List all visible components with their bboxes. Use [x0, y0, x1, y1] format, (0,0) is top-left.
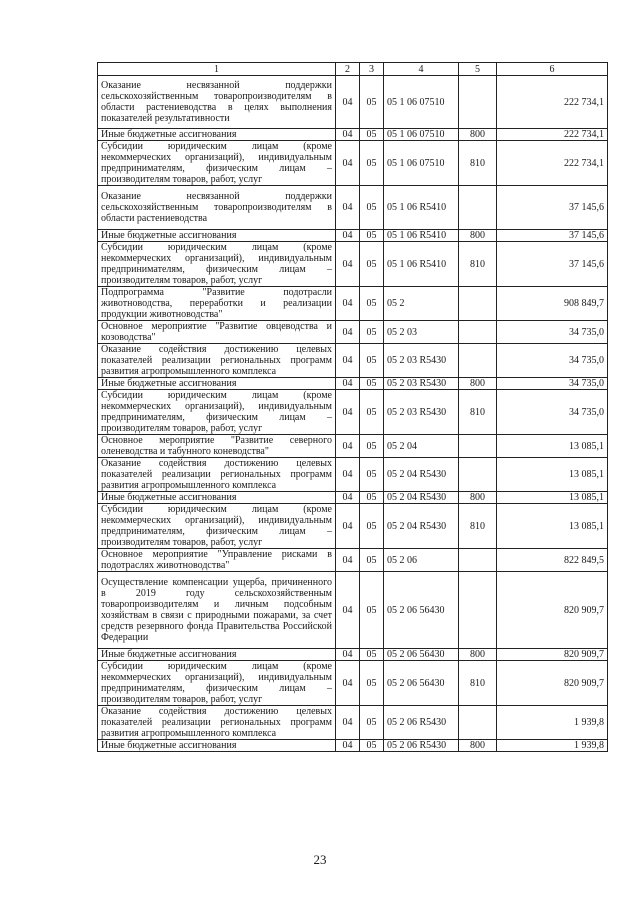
row-name: Основное мероприятие "Развитие овцеводства и козоводства" [98, 321, 336, 344]
row-expense-type [459, 549, 497, 572]
row-section: 04 [336, 549, 360, 572]
row-expense-type [459, 706, 497, 740]
row-expense-type: 800 [459, 129, 497, 141]
table-row [98, 129, 608, 141]
row-section: 04 [336, 661, 360, 706]
table-row [98, 390, 608, 435]
row-subsection: 05 [360, 572, 384, 649]
row-name: Субсидии юридическим лицам (кроме некоммерческих организаций), индивидуальным предпринимателям, физическим лицам – производителям товаров, работ, услуг [98, 141, 336, 186]
row-expense-type: 800 [459, 230, 497, 242]
row-name: Осуществление компенсации ущерба, причиненного в 2019 году сельскохозяйственным товаропроизводителям и личным подсобным хозяйствам в связи с природными пожарами, за счет средств резервного фонда Правительства Российской Федерации [98, 572, 336, 649]
row-expense-type [459, 572, 497, 649]
row-target-code: 05 2 04 R5430 [384, 492, 459, 504]
row-name: Субсидии юридическим лицам (кроме некоммерческих организаций), индивидуальным предпринимателям, физическим лицам – производителям товаров, работ, услуг [98, 504, 336, 549]
row-name: Оказание содействия достижению целевых показателей реализации региональных программ развития агропромышленного комплекса [98, 706, 336, 740]
row-amount: 820 909,7 [497, 661, 608, 706]
row-amount: 13 085,1 [497, 435, 608, 458]
table-row [98, 492, 608, 504]
header-row [98, 63, 608, 76]
table-row [98, 458, 608, 492]
table-row [98, 706, 608, 740]
header-col-6: 6 [497, 63, 608, 76]
row-expense-type [459, 344, 497, 378]
page-number: 23 [313, 852, 327, 867]
row-expense-type: 800 [459, 740, 497, 752]
row-target-code: 05 2 04 R5430 [384, 504, 459, 549]
row-expense-type [459, 76, 497, 129]
row-name: Оказание несвязанной поддержки сельскохозяйственным товаропроизводителям в области растениеводства [98, 186, 336, 230]
row-subsection: 05 [360, 76, 384, 129]
row-name: Иные бюджетные ассигнования [98, 740, 336, 752]
table-row [98, 287, 608, 321]
table-row [98, 572, 608, 649]
row-expense-type: 810 [459, 141, 497, 186]
row-target-code: 05 2 06 56430 [384, 572, 459, 649]
row-amount: 34 735,0 [497, 378, 608, 390]
row-expense-type [459, 186, 497, 230]
row-expense-type: 800 [459, 649, 497, 661]
row-expense-type: 810 [459, 390, 497, 435]
row-subsection: 05 [360, 186, 384, 230]
row-name: Основное мероприятие "Управление рисками в подотраслях животноводства" [98, 549, 336, 572]
table-row [98, 504, 608, 549]
row-name: Оказание содействия достижению целевых показателей реализации региональных программ развития агропромышленного комплекса [98, 344, 336, 378]
row-expense-type [459, 435, 497, 458]
row-amount: 37 145,6 [497, 186, 608, 230]
row-subsection: 05 [360, 492, 384, 504]
row-expense-type: 810 [459, 242, 497, 287]
row-name: Иные бюджетные ассигнования [98, 129, 336, 141]
row-target-code: 05 2 03 R5430 [384, 344, 459, 378]
row-name: Иные бюджетные ассигнования [98, 230, 336, 242]
row-target-code: 05 1 06 R5410 [384, 186, 459, 230]
row-subsection: 05 [360, 458, 384, 492]
row-target-code: 05 2 06 [384, 549, 459, 572]
row-target-code: 05 2 06 56430 [384, 649, 459, 661]
row-amount: 13 085,1 [497, 504, 608, 549]
row-name: Иные бюджетные ассигнования [98, 492, 336, 504]
row-target-code: 05 2 04 [384, 435, 459, 458]
header-col-1: 1 [98, 63, 336, 76]
row-section: 04 [336, 572, 360, 649]
row-section: 04 [336, 504, 360, 549]
row-target-code: 05 2 06 R5430 [384, 706, 459, 740]
row-expense-type [459, 321, 497, 344]
row-subsection: 05 [360, 141, 384, 186]
row-amount: 37 145,6 [497, 230, 608, 242]
row-target-code: 05 1 06 R5410 [384, 242, 459, 287]
row-section: 04 [336, 492, 360, 504]
row-target-code: 05 2 03 R5430 [384, 390, 459, 435]
table-row [98, 186, 608, 230]
row-subsection: 05 [360, 706, 384, 740]
row-subsection: 05 [360, 378, 384, 390]
row-amount: 13 085,1 [497, 492, 608, 504]
row-name: Иные бюджетные ассигнования [98, 378, 336, 390]
row-amount: 1 939,8 [497, 740, 608, 752]
table-row [98, 649, 608, 661]
row-expense-type [459, 287, 497, 321]
row-amount: 37 145,6 [497, 242, 608, 287]
row-amount: 222 734,1 [497, 76, 608, 129]
row-section: 04 [336, 242, 360, 287]
row-name: Оказание содействия достижению целевых показателей реализации региональных программ развития агропромышленного комплекса [98, 458, 336, 492]
row-section: 04 [336, 230, 360, 242]
table-body [98, 76, 608, 752]
row-section: 04 [336, 435, 360, 458]
row-expense-type: 800 [459, 378, 497, 390]
row-name: Подпрограмма "Развитие подотрасли животноводства, переработки и реализации продукции животноводства" [98, 287, 336, 321]
row-expense-type [459, 458, 497, 492]
row-target-code: 05 2 03 [384, 321, 459, 344]
row-subsection: 05 [360, 242, 384, 287]
row-subsection: 05 [360, 504, 384, 549]
table-row [98, 378, 608, 390]
row-section: 04 [336, 706, 360, 740]
row-amount: 34 735,0 [497, 344, 608, 378]
row-amount: 908 849,7 [497, 287, 608, 321]
header-col-4: 4 [384, 63, 459, 76]
row-name: Иные бюджетные ассигнования [98, 649, 336, 661]
row-amount: 222 734,1 [497, 129, 608, 141]
table-row [98, 321, 608, 344]
table-header [98, 63, 608, 76]
row-target-code: 05 1 06 R5410 [384, 230, 459, 242]
row-name: Субсидии юридическим лицам (кроме некоммерческих организаций), индивидуальным предпринимателям, физическим лицам – производителям товаров, работ, услуг [98, 242, 336, 287]
row-section: 04 [336, 649, 360, 661]
row-amount: 822 849,5 [497, 549, 608, 572]
row-expense-type: 810 [459, 504, 497, 549]
table-row [98, 740, 608, 752]
row-subsection: 05 [360, 344, 384, 378]
row-name: Основное мероприятие "Развитие северного оленеводства и табунного коневодства" [98, 435, 336, 458]
row-amount: 820 909,7 [497, 649, 608, 661]
row-name: Оказание несвязанной поддержки сельскохозяйственным товаропроизводителям в области растениеводства в целях выполнения показателей результативности [98, 76, 336, 129]
row-amount: 13 085,1 [497, 458, 608, 492]
header-col-3: 3 [360, 63, 384, 76]
row-amount: 1 939,8 [497, 706, 608, 740]
table-row [98, 230, 608, 242]
row-subsection: 05 [360, 661, 384, 706]
row-target-code: 05 1 06 07510 [384, 141, 459, 186]
row-subsection: 05 [360, 549, 384, 572]
row-subsection: 05 [360, 129, 384, 141]
budget-table [97, 62, 608, 752]
row-amount: 34 735,0 [497, 321, 608, 344]
row-subsection: 05 [360, 740, 384, 752]
row-section: 04 [336, 740, 360, 752]
table-row [98, 141, 608, 186]
row-name: Субсидии юридическим лицам (кроме некоммерческих организаций), индивидуальным предпринимателям, физическим лицам – производителям товаров, работ, услуг [98, 661, 336, 706]
table-row [98, 435, 608, 458]
row-target-code: 05 2 03 R5430 [384, 378, 459, 390]
row-target-code: 05 2 06 R5430 [384, 740, 459, 752]
header-col-2: 2 [336, 63, 360, 76]
table-row [98, 344, 608, 378]
row-expense-type: 800 [459, 492, 497, 504]
row-subsection: 05 [360, 649, 384, 661]
table-row [98, 242, 608, 287]
row-expense-type: 810 [459, 661, 497, 706]
row-target-code: 05 1 06 07510 [384, 129, 459, 141]
row-subsection: 05 [360, 435, 384, 458]
row-subsection: 05 [360, 287, 384, 321]
header-col-5: 5 [459, 63, 497, 76]
row-target-code: 05 2 [384, 287, 459, 321]
row-target-code: 05 2 06 56430 [384, 661, 459, 706]
row-section: 04 [336, 287, 360, 321]
row-amount: 34 735,0 [497, 390, 608, 435]
row-section: 04 [336, 141, 360, 186]
row-section: 04 [336, 321, 360, 344]
row-section: 04 [336, 76, 360, 129]
table-row [98, 549, 608, 572]
row-amount: 222 734,1 [497, 141, 608, 186]
row-section: 04 [336, 186, 360, 230]
row-target-code: 05 1 06 07510 [384, 76, 459, 129]
row-name: Субсидии юридическим лицам (кроме некоммерческих организаций), индивидуальным предпринимателям, физическим лицам – производителям товаров, работ, услуг [98, 390, 336, 435]
row-target-code: 05 2 04 R5430 [384, 458, 459, 492]
row-amount: 820 909,7 [497, 572, 608, 649]
row-section: 04 [336, 458, 360, 492]
row-subsection: 05 [360, 230, 384, 242]
row-section: 04 [336, 378, 360, 390]
row-section: 04 [336, 129, 360, 141]
table-row [98, 76, 608, 129]
row-subsection: 05 [360, 321, 384, 344]
table-row [98, 661, 608, 706]
row-subsection: 05 [360, 390, 384, 435]
row-section: 04 [336, 344, 360, 378]
row-section: 04 [336, 390, 360, 435]
